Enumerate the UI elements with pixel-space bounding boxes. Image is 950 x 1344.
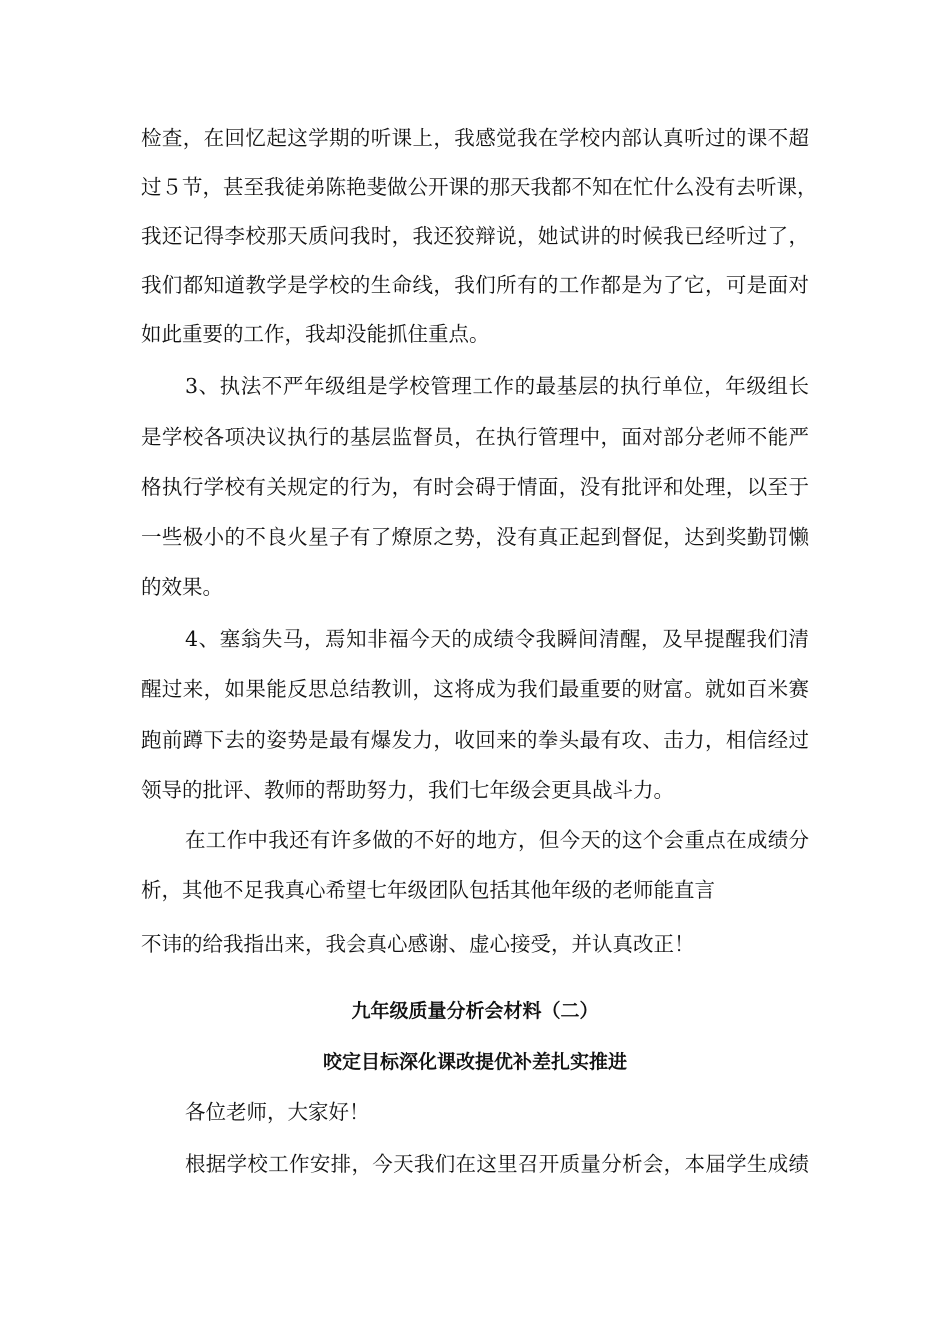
- paragraph-line: 在工作中我还有许多做的不好的地方，但今天的这个会重点在成绩分: [185, 828, 809, 852]
- paragraph-line: 领导的批评、教师的帮助努力，我们七年级会更具战斗力。: [141, 778, 674, 802]
- paragraph-line: 3、执法不严年级组是学校管理工作的最基层的执行单位，年级组长: [185, 374, 809, 398]
- paragraph-line: 跑前蹲下去的姿势是最有爆发力，收回来的拳头最有攻、击力，相信经过: [141, 728, 809, 752]
- paragraph-line: 过５节，甚至我徒弟陈艳斐做公开课的那天我都不知在忙什么没有去听课，: [141, 175, 818, 199]
- paragraph-line: 析，其他不足我真心希望七年级团队包括其他年级的老师能直言: [141, 878, 715, 902]
- paragraph-line: 根据学校工作安排，今天我们在这里召开质量分析会，本届学生成绩: [185, 1152, 809, 1176]
- paragraph-line: 醒过来，如果能反思总结教训，这将成为我们最重要的财富。就如百米赛: [141, 677, 809, 701]
- paragraph-line: 如此重要的工作，我却没能抓住重点。: [141, 322, 490, 346]
- section-subtitle: 咬定目标深化课改提优补差扎实推进: [322, 1051, 627, 1073]
- paragraph-line: 我还记得李校那天质问我时，我还狡辩说，她试讲的时候我已经听过了，: [141, 224, 809, 248]
- paragraph-line: 不讳的给我指出来，我会真心感谢、虚心接受，并认真改正！: [141, 932, 695, 956]
- greeting-line: 各位老师，大家好！: [185, 1100, 370, 1124]
- paragraph-line: 格执行学校有关规定的行为，有时会碍于情面，没有批评和处理，以至于: [141, 475, 809, 499]
- paragraph-line: 是学校各项决议执行的基层监督员，在执行管理中，面对部分老师不能严: [141, 425, 809, 449]
- paragraph-line: 一些极小的不良火星子有了燎原之势，没有真正起到督促，达到奖勤罚懒: [141, 525, 809, 549]
- paragraph-line: 4、塞翁失马，焉知非福今天的成绩令我瞬间清醒，及早提醒我们清: [185, 627, 809, 651]
- paragraph-line: 检查，在回忆起这学期的听课上，我感觉我在学校内部认真听过的课不超: [141, 126, 809, 150]
- paragraph-line: 的效果。: [141, 575, 223, 599]
- paragraph-line: 我们都知道教学是学校的生命线，我们所有的工作都是为了它，可是面对: [141, 273, 809, 297]
- section-title: 九年级质量分析会材料（二）: [351, 1000, 599, 1022]
